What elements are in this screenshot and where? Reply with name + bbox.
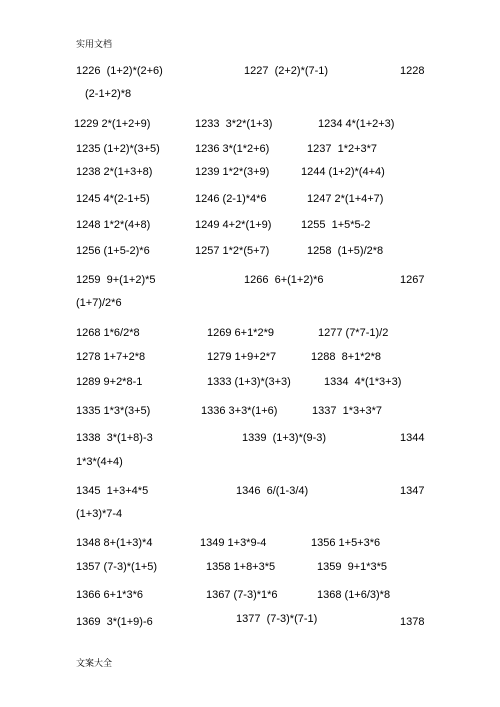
text-line: 1277 (7*7-1)/2 [318, 327, 389, 339]
text-line: 1337 1*3+3*7 [312, 405, 383, 417]
text-line: 1236 3*(1*2+6) [195, 143, 270, 155]
text-line: 1234 4*(1+2+3) [318, 118, 395, 130]
text-line: 1369 3*(1+9)-6 [76, 616, 153, 628]
text-line: 1279 1+9+2*7 [207, 351, 277, 363]
text-line: 1*3*(4+4) [76, 456, 123, 468]
text-line: 1245 4*(2-1+5) [76, 193, 150, 205]
text-line: 1267 [400, 274, 425, 286]
text-line: 1339 (1+3)*(9-3) [242, 432, 327, 444]
text-line: 1338 3*(1+8)-3 [76, 432, 153, 444]
text-line: (1+7)/2*6 [76, 297, 122, 309]
page-footer: 文案大全 [76, 658, 113, 668]
text-line: 1238 2*(1+3+8) [76, 166, 153, 178]
text-line: 1244 (1+2)*(4+4) [301, 166, 385, 178]
text-line: 1256 (1+5-2)*6 [76, 245, 150, 257]
text-line: 1357 (7-3)*(1+5) [76, 561, 158, 573]
text-line: 1247 2*(1+4+7) [307, 193, 384, 205]
text-line: 1255 1+5*5-2 [301, 219, 371, 231]
text-line: 1288 8+1*2*8 [311, 351, 382, 363]
text-line: 1356 1+5+3*6 [311, 537, 381, 549]
text-line: 1227 (2+2)*(7-1) [244, 65, 329, 77]
text-line: 1266 6+(1+2)*6 [244, 274, 324, 286]
text-line: 1367 (7-3)*1*6 [206, 589, 278, 601]
text-line: 1334 4*(1*3+3) [324, 376, 402, 388]
text-line: 1347 [400, 485, 425, 497]
text-line: 1378 [400, 616, 425, 628]
text-line: 1358 1+8+3*5 [206, 561, 276, 573]
text-line: 1259 9+(1+2)*5 [76, 274, 156, 286]
text-line: 1368 (1+6/3)*8 [317, 589, 391, 601]
text-line: 1335 1*3*(3+5) [76, 405, 151, 417]
text-line: 1239 1*2*(3+9) [195, 166, 270, 178]
text-line: 1359 9+1*3*5 [317, 561, 388, 573]
text-line: 1235 (1+2)*(3+5) [76, 143, 160, 155]
text-line: 1268 1*6/2*8 [76, 327, 140, 339]
text-line: 1348 8+(1+3)*4 [76, 537, 153, 549]
text-line: 1228 [400, 65, 425, 77]
text-line: 1248 1*2*(4+8) [76, 219, 151, 231]
text-line: 1346 6/(1-3/4) [236, 485, 309, 497]
text-line: 1237 1*2+3*7 [307, 143, 378, 155]
text-line: 1344 [400, 432, 425, 444]
text-line: 1258 (1+5)/2*8 [307, 245, 384, 257]
page-header: 实用文档 [76, 39, 113, 49]
text-line: (2-1+2)*8 [85, 88, 132, 100]
text-line: 1278 1+7+2*8 [76, 351, 146, 363]
text-line: 1249 4+2*(1+9) [195, 219, 272, 231]
text-line: 1333 (1+3)*(3+3) [207, 376, 291, 388]
text-line: 1257 1*2*(5+7) [195, 245, 270, 257]
text-line: 1336 3+3*(1+6) [201, 405, 278, 417]
text-line: 1246 (2-1)*4*6 [195, 193, 267, 205]
text-line: 1377 (7-3)*(7-1) [236, 613, 318, 625]
text-line: 1229 2*(1+2+9) [74, 118, 151, 130]
text-line: 1349 1+3*9-4 [200, 537, 267, 549]
text-line: 1226 (1+2)*(2+6) [76, 65, 163, 77]
text-line: 1345 1+3+4*5 [76, 485, 149, 497]
text-line: 1289 9+2*8-1 [76, 376, 143, 388]
text-line: 1366 6+1*3*6 [76, 589, 143, 601]
text-line: (1+3)*7-4 [76, 508, 123, 520]
text-line: 1269 6+1*2*9 [207, 327, 274, 339]
text-line: 1233 3*2*(1+3) [195, 118, 273, 130]
